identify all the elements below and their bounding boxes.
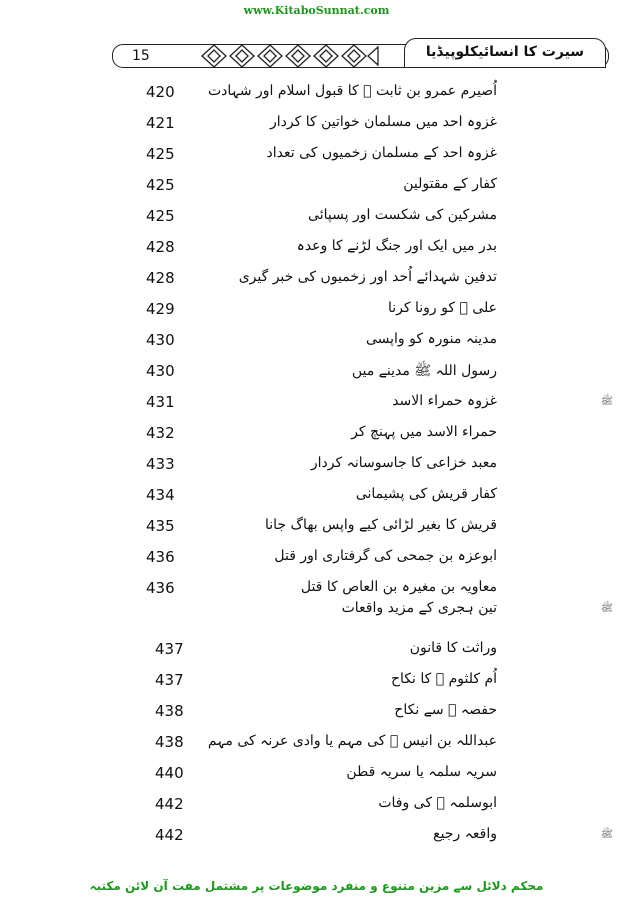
toc-row: [0, 702, 633, 726]
toc-topic: علی ﷛ کو رونا کرنا: [388, 300, 497, 316]
toc-row: [0, 733, 633, 757]
toc-row: [0, 424, 633, 448]
toc-row: [0, 145, 633, 169]
row-marker: ﷺ: [600, 829, 613, 840]
toc-topic: بدر میں ایک اور جنگ لڑنے کا وعدہ: [296, 238, 497, 254]
toc-row: [0, 455, 633, 479]
page-number: 15: [132, 48, 150, 64]
toc-page-number: 435: [146, 517, 175, 535]
toc-topic: عبداللہ بن انیس ﷛ کی مہم یا وادی عرنہ کی مہم: [207, 733, 497, 749]
toc-page-number: 425: [146, 145, 175, 163]
toc-page-number: 425: [146, 207, 175, 225]
footer-tagline: محکم دلائل سے مزین متنوع و منفرد موضوعات پر مشتمل مفت آن لائن مکتبہ: [89, 879, 544, 893]
toc-topic: وراثت کا قانون: [409, 640, 497, 656]
toc-topic: ابوسلمہ ﷛ کی وفات: [378, 795, 497, 811]
toc-page-number: 437: [155, 640, 184, 658]
toc-topic: حفصہ ﷝ سے نکاح: [394, 702, 497, 718]
toc-topic: رسول اللہ ﷺ مدینے میں: [351, 363, 497, 379]
toc-row: [0, 362, 633, 386]
toc-page-number: 438: [155, 733, 184, 751]
toc-topic: سریہ سلمہ یا سریہ قطن: [346, 764, 497, 780]
toc-page-number: 436: [146, 579, 175, 597]
toc-row: [0, 393, 633, 417]
toc-page-number: 430: [146, 362, 175, 380]
toc-row: [0, 486, 633, 510]
toc-topic: ابوعزہ بن جمحی کی گرفتاری اور قتل: [274, 548, 497, 564]
toc-row: [0, 114, 633, 138]
toc-page-number: 442: [155, 826, 184, 844]
toc-page-number: 432: [146, 424, 175, 442]
toc-topic: معبد خزاعی کا جاسوسانہ کردار: [310, 455, 497, 471]
toc-topic: مدینہ منورہ کو واپسی: [365, 331, 497, 347]
book-title: سیرت کا انسائیکلوپیڈیا: [404, 38, 606, 68]
toc-page-number: 442: [155, 795, 184, 813]
toc-row: [0, 207, 633, 231]
toc-topic: غزوہ احد میں مسلمان خواتین کا کردار: [269, 114, 497, 130]
toc-topic: اُصیرم عمرو بن ثابت ﷛ کا قبول اسلام اور شہادت: [207, 83, 497, 99]
toc-row: [0, 600, 633, 624]
toc-topic: حمراء الاسد میں پہنچ کر: [351, 424, 497, 440]
toc-page-number: 433: [146, 455, 175, 473]
toc-page-number: 428: [146, 238, 175, 256]
toc-row: [0, 176, 633, 200]
toc-row: [0, 83, 633, 107]
toc-page-number: 437: [155, 671, 184, 689]
toc-row: [0, 826, 633, 850]
toc-page-number: 430: [146, 331, 175, 349]
toc-row: [0, 331, 633, 355]
toc-row: [0, 640, 633, 664]
toc-page-number: 436: [146, 548, 175, 566]
row-marker: ﷺ: [600, 396, 613, 407]
toc-row: [0, 269, 633, 293]
toc-page-number: 431: [146, 393, 175, 411]
row-marker: ﷺ: [600, 603, 613, 614]
toc-page-number: 420: [146, 83, 175, 101]
toc-row: [0, 671, 633, 695]
toc-topic: کفار قریش کی پشیمانی: [355, 486, 497, 502]
toc-topic: واقعہ رجیع: [433, 826, 497, 842]
toc-row: [0, 795, 633, 819]
toc-row: [0, 764, 633, 788]
toc-page-number: 428: [146, 269, 175, 287]
toc-topic: قریش کا بغیر لڑائی کیے واپس بھاگ جانا: [264, 517, 497, 533]
toc-page-number: 429: [146, 300, 175, 318]
toc-page-number: 421: [146, 114, 175, 132]
toc-topic: تین ہجری کے مزید واقعات: [341, 600, 497, 616]
toc-row: [0, 300, 633, 324]
toc-row: [0, 238, 633, 262]
toc-topic: کفار کے مقتولین: [403, 176, 497, 192]
toc-row: [0, 517, 633, 541]
toc-topic: معاویہ بن مغیرہ بن العاص کا قتل: [300, 579, 497, 595]
toc-topic: مشرکین کی شکست اور پسپائی: [308, 207, 497, 223]
toc-topic: تدفین شہدائے اُحد اور زخمیوں کی خبر گیری: [238, 269, 497, 285]
toc-topic: اُم کلثوم ﷝ کا نکاح: [390, 671, 497, 687]
toc-page-number: 440: [155, 764, 184, 782]
toc-topic: غزوہ احد کے مسلمان زخمیوں کی تعداد: [266, 145, 497, 161]
site-url[interactable]: www.KitaboSunnat.com: [243, 4, 390, 17]
toc-topic: غزوہ حمراء الاسد: [392, 393, 497, 409]
toc-row: [0, 548, 633, 572]
toc-page-number: 438: [155, 702, 184, 720]
toc-page-number: 425: [146, 176, 175, 194]
toc-page-number: 434: [146, 486, 175, 504]
